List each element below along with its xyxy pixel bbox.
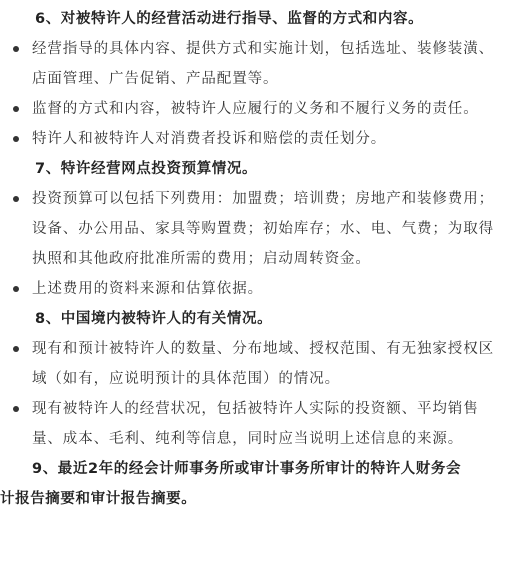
- list-item: [0, 34, 515, 94]
- section-8-heading: 8、中国境内被特许人的有关情况。: [35, 311, 273, 327]
- bullet-dot-icon: [13, 136, 19, 142]
- list-item-text: 上述费用的资料来源和估算依据。: [32, 281, 263, 297]
- list-item: [0, 394, 515, 454]
- bullet-dot-icon: [13, 346, 19, 352]
- list-item-text: 经营指导的具体内容、提供方式和实施计划，包括选址、装修装潢、店面管理、广告促销、产品配置等。: [32, 41, 494, 87]
- section-8-list: [0, 334, 515, 454]
- list-item-text: 现有被特许人的经营状况，包括被特许人实际的投资额、平均销售量、成本、毛利、纯利等信息，同时应当说明上述信息的来源。: [32, 401, 479, 447]
- list-item-text: 监督的方式和内容，被特许人应履行的义务和不履行义务的责任。: [32, 101, 479, 117]
- bullet-dot-icon: [13, 286, 19, 292]
- list-item-text: 投资预算可以包括下列费用：加盟费；培训费；房地产和装修费用；设备、办公用品、家具等购置费；初始库存；水、电、气费；为取得执照和其他政府批准所需的费用；启动周转资金。: [32, 191, 494, 267]
- list-item: [0, 274, 515, 304]
- bullet-dot-icon: [13, 196, 19, 202]
- section-9-heading-line2: 计报告摘要和审计报告摘要。: [0, 491, 197, 507]
- bullet-dot-icon: [13, 106, 19, 112]
- section-9-heading: [0, 454, 515, 514]
- list-item-text: 现有和预计被特许人的数量、分布地域、授权范围、有无独家授权区域（如有，应说明预计的具体范围）的情况。: [32, 341, 494, 387]
- section-6-list: [0, 34, 515, 154]
- bullet-dot-icon: [13, 46, 19, 52]
- section-7-heading: 7、特许经营网点投资预算情况。: [35, 161, 258, 177]
- section-6-heading: 6、对被特许人的经营活动进行指导、监督的方式和内容。: [35, 11, 424, 27]
- list-item-text: 特许人和被特许人对消费者投诉和赔偿的责任划分。: [32, 131, 387, 147]
- list-item: [0, 184, 515, 274]
- list-item: [0, 124, 515, 154]
- bullet-dot-icon: [13, 406, 19, 412]
- list-item: [0, 334, 515, 394]
- section-9-heading-line1: 9、最近2年的经会计师事务所或审计事务所审计的特许人财务会: [32, 461, 462, 477]
- section-7-list: [0, 184, 515, 304]
- list-item: [0, 94, 515, 124]
